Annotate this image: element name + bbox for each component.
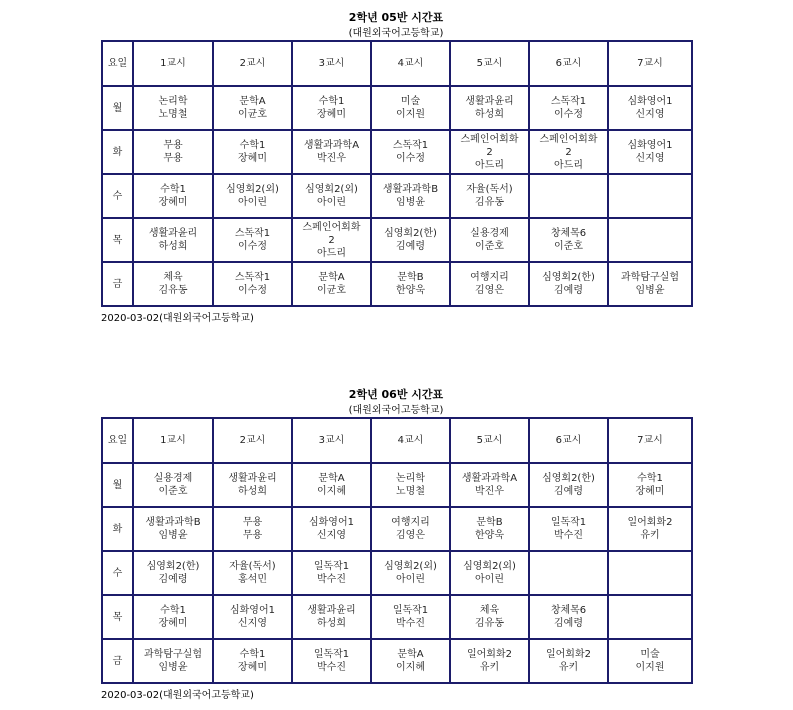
subject-name: 생활과윤리 — [465, 96, 514, 107]
day-row — [102, 262, 692, 306]
subject-name: 심영회2(외) — [226, 184, 279, 195]
schedule-cell — [450, 639, 529, 683]
subject-name: 논리학 — [396, 473, 425, 484]
schedule-cell — [292, 130, 371, 174]
teacher-name: 장혜미 — [158, 618, 188, 629]
schedule-cell — [608, 130, 692, 174]
schedule-cell — [213, 463, 292, 507]
schedule-cell — [133, 218, 213, 262]
subject-name: 생활과과학B — [145, 517, 201, 528]
period-header: 6교시 — [529, 418, 608, 463]
subject-name: 체육 — [163, 272, 183, 283]
subject-name: 심화영어1 — [308, 517, 354, 528]
subject-name: 일독작1 — [550, 517, 587, 528]
teacher-name: 이지원 — [635, 662, 665, 673]
subject-name: 미술 — [400, 96, 421, 107]
subject-name: 과학탐구실험 — [621, 272, 679, 283]
day-row — [102, 551, 692, 595]
teacher-name: 아이린 — [317, 197, 346, 208]
subject-name: 문학B — [397, 272, 424, 283]
teacher-name: 임병윤 — [635, 285, 665, 296]
schedule-cell — [213, 507, 292, 551]
subject-name: 일어회화2 — [545, 649, 591, 660]
subject-name: 수학1 — [318, 96, 345, 107]
teacher-name: 박수진 — [396, 618, 425, 629]
timetable-06 — [101, 380, 691, 710]
subject-name: 심화영어1 — [627, 96, 673, 107]
day-row — [102, 639, 692, 683]
teacher-name: 신지영 — [635, 153, 665, 164]
day-label: 수 — [102, 174, 133, 218]
schedule-cell — [529, 130, 608, 174]
day-label: 목 — [102, 218, 133, 262]
teacher-name: 장혜미 — [158, 197, 188, 208]
teacher-name: 김예령 — [158, 574, 188, 585]
subject-name: 스독작1 — [234, 228, 271, 239]
teacher-name: 김유동 — [475, 197, 504, 208]
schedule-cell — [371, 463, 450, 507]
header-row — [102, 418, 692, 463]
schedule-cell — [213, 551, 292, 595]
teacher-name: 이수정 — [396, 153, 425, 164]
subject-name: 자율(독서) — [229, 561, 276, 572]
teacher-name: 박수진 — [317, 662, 346, 673]
subject-name: 수학1 — [160, 184, 186, 195]
subject-name: 문학A — [397, 649, 424, 660]
subject-name: 심영회2(한) — [542, 272, 595, 283]
schedule-cell — [133, 639, 213, 683]
day-label: 화 — [102, 130, 133, 174]
timetable-grid — [101, 40, 693, 307]
schedule-cell — [371, 639, 450, 683]
day-label: 월 — [102, 463, 133, 507]
schedule-cell — [450, 174, 529, 218]
schedule-cell — [133, 86, 213, 130]
teacher-name: 김예령 — [554, 486, 583, 497]
schedule-cell — [292, 463, 371, 507]
schedule-cell — [608, 218, 692, 262]
subject-name: 심영회2(외) — [384, 561, 437, 572]
period-header: 3교시 — [292, 418, 371, 463]
schedule-cell — [529, 262, 608, 306]
teacher-name: 신지영 — [635, 109, 665, 120]
schedule-cell — [450, 262, 529, 306]
teacher-name: 유키 — [558, 662, 579, 673]
teacher-name: 김예령 — [554, 618, 583, 629]
schedule-cell — [133, 507, 213, 551]
period-header: 7교시 — [608, 41, 692, 86]
teacher-name: 유키 — [640, 530, 660, 541]
subject-name: 논리학 — [158, 96, 188, 107]
subject-name: 생활과윤리 — [148, 228, 198, 239]
teacher-name: 노명철 — [158, 109, 188, 120]
subject-name: 스페인어회화 2 — [302, 221, 361, 246]
period-header: 4교시 — [371, 41, 450, 86]
subject-name: 여행지리 — [391, 517, 430, 528]
schedule-cell — [292, 86, 371, 130]
schedule-cell — [529, 174, 608, 218]
schedule-cell — [529, 507, 608, 551]
day-label: 월 — [102, 86, 133, 130]
subject-name: 실용경제 — [470, 228, 509, 239]
subject-name: 심영회2(외) — [463, 561, 516, 572]
period-header: 5교시 — [450, 418, 529, 463]
teacher-name: 박수진 — [554, 530, 583, 541]
teacher-name: 임병윤 — [396, 197, 425, 208]
subject-name: 일어회화2 — [627, 517, 673, 528]
schedule-cell — [608, 174, 692, 218]
corner-label: 요일 — [102, 418, 133, 463]
period-header: 2교시 — [213, 418, 292, 463]
subject-name: 일독작1 — [392, 605, 429, 616]
subject-name: 수학1 — [637, 473, 663, 484]
subject-name: 자율(독서) — [466, 184, 513, 195]
teacher-name: 한양욱 — [396, 285, 425, 296]
schedule-cell — [608, 507, 692, 551]
subject-name: 여행지리 — [470, 272, 509, 283]
schedule-cell — [213, 595, 292, 639]
teacher-name: 장혜미 — [238, 153, 267, 164]
schedule-cell — [450, 130, 529, 174]
schedule-cell — [608, 551, 692, 595]
schedule-cell — [450, 463, 529, 507]
teacher-name: 유키 — [479, 662, 500, 673]
subject-name: 일어회화2 — [466, 649, 512, 660]
schedule-cell — [133, 595, 213, 639]
schedule-cell — [371, 218, 450, 262]
schedule-cell — [529, 218, 608, 262]
schedule-cell — [529, 551, 608, 595]
schedule-cell — [292, 174, 371, 218]
teacher-name: 박진우 — [475, 486, 504, 497]
subject-name: 수학1 — [160, 605, 186, 616]
schedule-cell — [213, 639, 292, 683]
period-header: 1교시 — [133, 41, 213, 86]
teacher-name: 김유동 — [475, 618, 504, 629]
schedule-cell — [292, 507, 371, 551]
schedule-cell — [450, 218, 529, 262]
teacher-name: 신지영 — [317, 530, 346, 541]
teacher-name: 장혜미 — [238, 662, 267, 673]
teacher-name: 하성희 — [238, 486, 267, 497]
schedule-cell — [213, 262, 292, 306]
subject-name: 문학A — [318, 272, 345, 283]
schedule-cell — [608, 86, 692, 130]
period-header: 3교시 — [292, 41, 371, 86]
schedule-cell — [608, 595, 692, 639]
day-label: 수 — [102, 551, 133, 595]
schedule-cell — [213, 218, 292, 262]
timetable-subtitle: (대원외국어고등학교) — [348, 405, 444, 416]
teacher-name: 아드리 — [475, 159, 504, 171]
teacher-name: 이지혜 — [317, 486, 346, 497]
teacher-name: 하성희 — [317, 618, 346, 629]
subject-name: 생활과과학A — [303, 140, 360, 151]
day-row — [102, 507, 692, 551]
teacher-name: 홍석민 — [238, 574, 267, 585]
subject-name: 수학1 — [239, 649, 266, 660]
subject-name: 스페인어회화 2 — [539, 133, 598, 158]
timetable-title: 2학년 05반 시간표 — [348, 11, 444, 24]
subject-name: 심영회2(한) — [146, 561, 200, 572]
day-row — [102, 463, 692, 507]
day-label: 금 — [102, 262, 133, 306]
teacher-name: 박수진 — [317, 574, 346, 585]
period-header: 1교시 — [133, 418, 213, 463]
schedule-cell — [213, 174, 292, 218]
schedule-cell — [608, 262, 692, 306]
schedule-cell — [371, 507, 450, 551]
subject-name: 체육 — [479, 605, 500, 616]
schedule-cell — [529, 463, 608, 507]
subject-name: 생활과윤리 — [307, 605, 356, 616]
teacher-name: 이준호 — [475, 241, 504, 252]
teacher-name: 김예령 — [396, 241, 425, 252]
teacher-name: 아이린 — [238, 197, 267, 208]
subject-name: 생활과윤리 — [228, 473, 277, 484]
schedule-cell — [450, 551, 529, 595]
teacher-name: 하성희 — [158, 241, 188, 252]
period-header: 7교시 — [608, 418, 692, 463]
period-header: 5교시 — [450, 41, 529, 86]
teacher-name: 김영은 — [475, 285, 504, 296]
subject-name: 과학탐구실험 — [144, 649, 202, 660]
subject-name: 일독작1 — [313, 649, 350, 660]
teacher-name: 이균호 — [317, 285, 346, 296]
subject-name: 무용 — [163, 140, 183, 151]
teacher-name: 한양욱 — [475, 530, 504, 541]
schedule-cell — [529, 595, 608, 639]
subject-name: 실용경제 — [153, 473, 193, 484]
teacher-name: 아드리 — [317, 247, 346, 259]
timetable-subtitle: (대원외국어고등학교) — [348, 28, 444, 39]
teacher-name: 이수정 — [554, 109, 583, 120]
schedule-cell — [608, 639, 692, 683]
subject-name: 무용 — [242, 517, 263, 528]
teacher-name: 임병윤 — [158, 662, 188, 673]
timetable-title: 2학년 06반 시간표 — [348, 388, 444, 401]
day-label: 목 — [102, 595, 133, 639]
day-row — [102, 595, 692, 639]
subject-name: 심영회2(외) — [305, 184, 358, 195]
teacher-name: 이준호 — [554, 241, 583, 252]
subject-name: 심영회2(한) — [384, 228, 437, 239]
timetable-05 — [101, 0, 691, 330]
subject-name: 창체목6 — [550, 605, 587, 616]
schedule-cell — [371, 130, 450, 174]
teacher-name: 김유동 — [158, 285, 188, 296]
subject-name: 수학1 — [239, 140, 266, 151]
subject-name: 창체목6 — [550, 228, 587, 239]
subject-name: 문학A — [239, 96, 266, 107]
day-label: 금 — [102, 639, 133, 683]
schedule-cell — [450, 507, 529, 551]
schedule-cell — [371, 86, 450, 130]
schedule-cell — [133, 174, 213, 218]
teacher-name: 김예령 — [554, 285, 583, 296]
teacher-name: 무용 — [242, 530, 263, 541]
schedule-cell — [371, 262, 450, 306]
subject-name: 미술 — [640, 649, 660, 660]
subject-name: 심화영어1 — [229, 605, 275, 616]
schedule-cell — [292, 639, 371, 683]
teacher-name: 노명철 — [396, 486, 425, 497]
teacher-name: 이수정 — [238, 241, 267, 252]
teacher-name: 아이린 — [475, 574, 504, 585]
schedule-cell — [529, 86, 608, 130]
subject-name: 스독작1 — [392, 140, 429, 151]
teacher-name: 이수정 — [238, 285, 267, 296]
teacher-name: 이지원 — [396, 109, 425, 120]
schedule-cell — [133, 262, 213, 306]
teacher-name: 장혜미 — [317, 109, 346, 120]
teacher-name: 임병윤 — [158, 530, 188, 541]
teacher-name: 신지영 — [238, 618, 267, 629]
corner-label: 요일 — [102, 41, 133, 86]
schedule-cell — [292, 218, 371, 262]
day-label: 화 — [102, 507, 133, 551]
schedule-cell — [450, 86, 529, 130]
day-row — [102, 174, 692, 218]
schedule-cell — [608, 463, 692, 507]
period-header: 4교시 — [371, 418, 450, 463]
subject-name: 생활과과학B — [382, 184, 439, 195]
teacher-name: 하성희 — [475, 109, 504, 120]
teacher-name: 김영은 — [396, 530, 425, 541]
teacher-name: 이지혜 — [396, 662, 425, 673]
schedule-cell — [292, 551, 371, 595]
header-row — [102, 41, 692, 86]
subject-name: 스독작1 — [550, 96, 587, 107]
schedule-cell — [371, 595, 450, 639]
period-header: 2교시 — [213, 41, 292, 86]
schedule-cell — [292, 262, 371, 306]
schedule-cell — [133, 130, 213, 174]
subject-name: 일독작1 — [313, 561, 350, 572]
teacher-name: 이균호 — [238, 109, 267, 120]
teacher-name: 무용 — [163, 153, 183, 164]
timetable-footer: 2020-03-02(대원외국어고등학교) — [101, 313, 254, 324]
teacher-name: 박진우 — [317, 153, 346, 164]
schedule-cell — [450, 595, 529, 639]
day-row — [102, 86, 692, 130]
subject-name: 문학B — [476, 517, 503, 528]
schedule-cell — [133, 463, 213, 507]
subject-name: 심화영어1 — [627, 140, 673, 151]
schedule-cell — [371, 551, 450, 595]
subject-name: 스독작1 — [234, 272, 271, 283]
schedule-cell — [292, 595, 371, 639]
schedule-cell — [133, 551, 213, 595]
schedule-cell — [529, 639, 608, 683]
subject-name: 심영회2(한) — [542, 473, 595, 484]
teacher-name: 장혜미 — [635, 486, 665, 497]
timetable-footer: 2020-03-02(대원외국어고등학교) — [101, 690, 254, 701]
subject-name: 문학A — [318, 473, 345, 484]
schedule-cell — [213, 86, 292, 130]
day-row — [102, 218, 692, 262]
schedule-cell — [371, 174, 450, 218]
period-header: 6교시 — [529, 41, 608, 86]
timetable-grid — [101, 417, 693, 684]
teacher-name: 이준호 — [158, 486, 188, 497]
teacher-name: 아이린 — [396, 574, 425, 585]
subject-name: 스페인어회화 2 — [460, 133, 519, 158]
subject-name: 생활과과학A — [461, 473, 518, 484]
day-row — [102, 130, 692, 174]
teacher-name: 아드리 — [554, 159, 583, 171]
schedule-cell — [213, 130, 292, 174]
